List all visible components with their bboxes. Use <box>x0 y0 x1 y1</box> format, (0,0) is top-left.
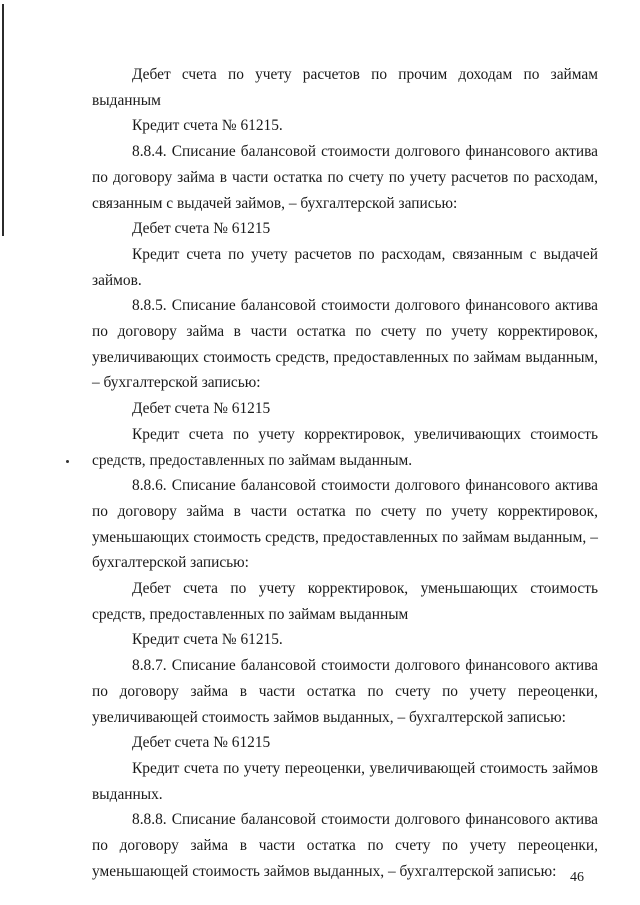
paragraph: Дебет счета № 61215 <box>132 734 271 752</box>
paragraph: Дебет счета по учету корректировок, уменьшающих стоимость средств, предоставленных по займам выданным <box>92 580 598 623</box>
scan-speck <box>66 460 69 463</box>
document-body <box>92 62 598 885</box>
page-number: 46 <box>570 870 584 885</box>
scan-edge-line <box>2 4 4 236</box>
paragraph: 8.8.5. Списание балансовой стоимости долгового финансового актива по договору займа в части остатка по счету по учету корректировок, увеличивающих стоимость средств, предоставленных по займам выданным, – бухгалтерской записью: <box>92 297 598 392</box>
paragraph: Кредит счета по учету переоценки, увеличивающей стоимость займов выданных. <box>92 759 598 803</box>
paragraph: 8.8.7. Списание балансовой стоимости долгового финансового актива по договору займа в части остатка по счету по учету переоценки, увеличивающей стоимость займов выданных, – бухгалтерской записью: <box>92 657 598 726</box>
paragraph: Кредит счета № 61215. <box>132 631 283 649</box>
paragraph: 8.8.6. Списание балансовой стоимости долгового финансового актива по договору займа в части остатка по счету по учету корректировок, уменьшающих стоимость средств, предоставленных по займам выданным, – бухгалтерской записью: <box>92 477 598 572</box>
paragraph: Кредит счета по учету корректировок, увеличивающих стоимость средств, предоставленных по займам выданным. <box>92 425 598 469</box>
paragraph: Дебет счета № 61215 <box>132 400 271 418</box>
paragraph: 8.8.4. Списание балансовой стоимости долгового финансового актива по договору займа в части остатка по счету по учету расчетов по расходам, связанным с выдачей займов, – бухгалтерской записью: <box>92 143 598 212</box>
paragraph: Дебет счета по учету расчетов по прочим доходам по займам выданным <box>92 66 598 109</box>
paragraph: Дебет счета № 61215 <box>132 220 271 238</box>
paragraph: 8.8.8. Списание балансовой стоимости долгового финансового актива по договору займа в части остатка по счету по учету переоценки, уменьшающей стоимость займов выданных, – бухгалтерской записью: <box>92 811 598 880</box>
paragraph: Кредит счета № 61215. <box>132 117 283 135</box>
paragraph: Кредит счета по учету расчетов по расходам, связанным с выдачей займов. <box>92 245 598 289</box>
